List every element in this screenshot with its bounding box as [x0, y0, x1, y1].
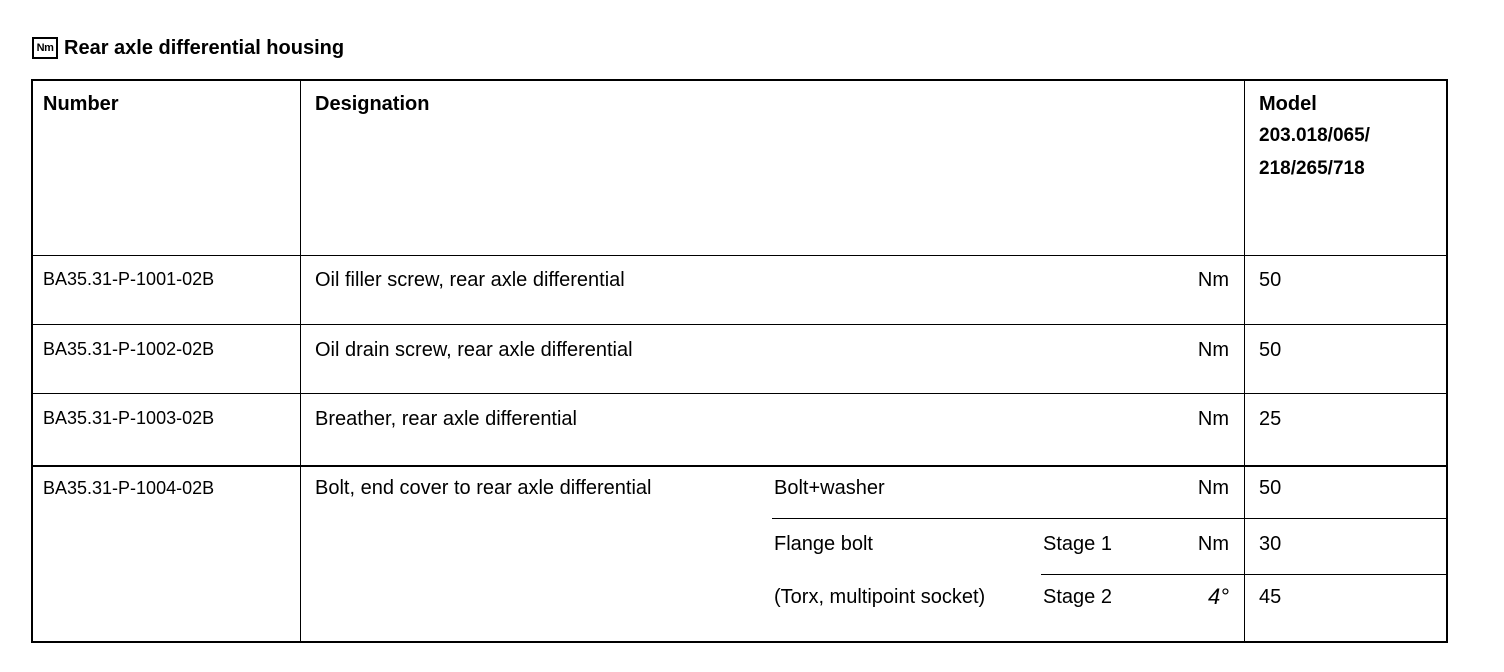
row-4-sub-2-unit: Nm: [1197, 533, 1229, 555]
row-4-sub-2-part: Flange bolt: [774, 533, 873, 555]
subrow-divider-1: [772, 518, 1446, 519]
row-1-unit: Nm: [1197, 269, 1229, 291]
torque-nm-icon: Nm: [32, 37, 58, 59]
row-4-sub-2-value: 30: [1259, 533, 1282, 555]
row-divider-2: [33, 393, 1446, 394]
row-3-number: BA35.31-P-1003-02B: [43, 408, 215, 428]
subrow-divider-2: [1041, 574, 1446, 575]
column-divider-number: [300, 81, 301, 641]
row-divider-1: [33, 324, 1446, 325]
row-3-designation: Breather, rear axle differential: [315, 408, 578, 430]
row-4-sub-3-stage: Stage 2: [1043, 586, 1112, 608]
row-4-sub-1-unit: Nm: [1197, 477, 1229, 499]
row-2-designation: Oil drain screw, rear axle differential: [315, 339, 633, 361]
row-3-value: 25: [1259, 408, 1282, 430]
row-4-sub-1-part: Bolt+washer: [774, 477, 885, 499]
row-2-value: 50: [1259, 339, 1282, 361]
title-text: Rear axle differential housing: [64, 36, 345, 59]
header-model-value: 203.018/065/ 218/265/718: [1259, 125, 1370, 179]
row-4-sub-3-value: 45: [1259, 586, 1282, 608]
header-designation: Designation: [315, 93, 430, 115]
row-4-sub-2-stage: Stage 1: [1043, 533, 1112, 555]
column-divider-model: [1244, 81, 1245, 641]
row-3-unit: Nm: [1197, 408, 1229, 430]
header-number: Number: [43, 93, 119, 115]
angle-degree-icon: 4°: [1207, 584, 1229, 609]
row-2-unit: Nm: [1197, 339, 1229, 361]
row-4-designation: Bolt, end cover to rear axle differential: [315, 477, 652, 499]
row-1-value: 50: [1259, 269, 1282, 291]
torque-table: [31, 79, 1448, 643]
row-2-number: BA35.31-P-1002-02B: [43, 339, 215, 359]
row-4-sub-3-part: (Torx, multipoint socket): [774, 586, 986, 608]
row-4-number: BA35.31-P-1004-02B: [43, 478, 215, 498]
row-divider-header: [33, 255, 1446, 256]
row-1-number: BA35.31-P-1001-02B: [43, 269, 215, 289]
header-model: Model: [1259, 93, 1317, 115]
section-title: [32, 34, 344, 62]
row-1-designation: Oil filler screw, rear axle differential: [315, 269, 625, 291]
row-divider-3: [33, 465, 1446, 467]
row-4-sub-1-value: 50: [1259, 477, 1282, 499]
